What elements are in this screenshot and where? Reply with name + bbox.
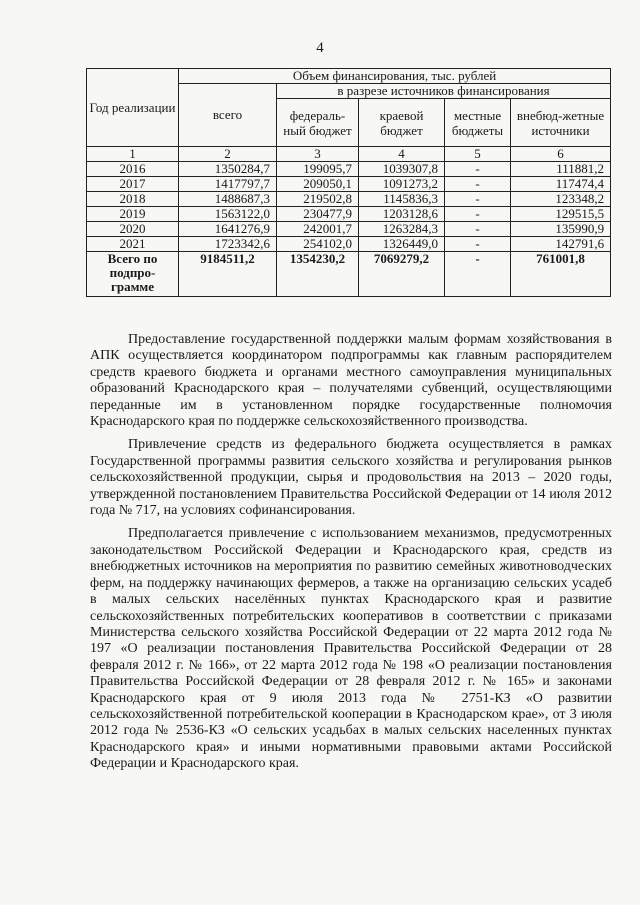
year-cell: 2018 [87,192,179,207]
column-number-row [87,147,611,162]
table-row [87,222,611,237]
extra-cell: 142791,6 [511,237,611,252]
col-number: 1 [87,147,179,162]
total-label: Всего по подпро-грамме [87,252,179,297]
total-cell: 1488687,3 [179,192,277,207]
regional-cell: 1145836,3 [359,192,445,207]
year-cell: 2020 [87,222,179,237]
local-cell: - [445,237,511,252]
header-funding-title: Объем финансирования, тыс. рублей [179,69,611,84]
col-number: 3 [277,147,359,162]
extra-cell: 129515,5 [511,207,611,222]
regional-total-cell: 7069279,2 [359,252,445,297]
header-year: Год реализации [87,69,179,147]
federal-cell: 242001,7 [277,222,359,237]
year-cell: 2016 [87,162,179,177]
col-number: 2 [179,147,277,162]
federal-cell: 254102,0 [277,237,359,252]
paragraph: Предоставление государственной поддержки малым формам хозяйствования в АПК осуществляется координатором подпрограммы как главным распорядителем средств краевого бюджета и органами местного самоуправления муниципальных образований Краснодарского края – получателями субвенций, осуществляющими переданные им в установленном порядке государственные полномочия Краснодарского края по поддержке сельскохозяйственного производства. [90,332,612,430]
regional-cell: 1203128,6 [359,207,445,222]
header-extrabudget: внебюд-жетные источники [511,99,611,147]
table-row [87,207,611,222]
total-cell: 1723342,6 [179,237,277,252]
header-regional: краевой бюджет [359,99,445,147]
extra-total-cell: 761001,8 [511,252,611,297]
federal-cell: 209050,1 [277,177,359,192]
local-cell: - [445,177,511,192]
total-cell: 1417797,7 [179,177,277,192]
table-row [87,177,611,192]
header-by-source: в разрезе источников финансирования [277,84,611,99]
local-cell: - [445,222,511,237]
year-cell: 2019 [87,207,179,222]
col-number: 4 [359,147,445,162]
total-cell: 1350284,7 [179,162,277,177]
year-cell: 2017 [87,177,179,192]
regional-cell: 1326449,0 [359,237,445,252]
extra-cell: 111881,2 [511,162,611,177]
col-number: 6 [511,147,611,162]
local-cell: - [445,207,511,222]
header-row-1 [87,69,611,84]
page-number: 4 [316,40,324,56]
col-number: 5 [445,147,511,162]
table-row [87,237,611,252]
regional-cell: 1091273,2 [359,177,445,192]
paragraph: Привлечение средств из федерального бюджета осуществляется в рамках Государственной программы развития сельского хозяйства и регулирования рынков сельскохозяйственной продукции, сырья и продовольствия на 2013 – 2020 годы, утвержденной постановлением Правительства Российской Федерации от 14 июля 2012 года № 717, на условиях софинансирования. [90,437,612,519]
extra-cell: 117474,4 [511,177,611,192]
federal-cell: 219502,8 [277,192,359,207]
header-federal: федераль-ный бюджет [277,99,359,147]
table-row [87,192,611,207]
local-total-cell: - [445,252,511,297]
federal-cell: 230477,9 [277,207,359,222]
grand-total-cell: 9184511,2 [179,252,277,297]
body-text [90,332,612,780]
table-row [87,162,611,177]
extra-cell: 123348,2 [511,192,611,207]
local-cell: - [445,162,511,177]
funding-table [86,68,611,297]
header-local: местные бюджеты [445,99,511,147]
federal-total-cell: 1354230,2 [277,252,359,297]
total-cell: 1563122,0 [179,207,277,222]
federal-cell: 199095,7 [277,162,359,177]
header-total: всего [179,84,277,147]
local-cell: - [445,192,511,207]
regional-cell: 1263284,3 [359,222,445,237]
total-row [87,252,611,297]
year-cell: 2021 [87,237,179,252]
total-cell: 1641276,9 [179,222,277,237]
regional-cell: 1039307,8 [359,162,445,177]
extra-cell: 135990,9 [511,222,611,237]
paragraph: Предполагается привлечение с использованием механизмов, предусмотренных законодательством Российской Федерации и Краснодарского края, средств из внебюджетных источников на мероприятия по развитию семейных животноводческих ферм, на поддержку начинающих фермеров, а также на организацию сельских усадеб в малых сельских населённых пунктах Краснодарского края и развитие сельскохозяйственных потребительских кооперативов в соответствии с приказами Министерства сельского хозяйства Российской Федерации от 22 марта 2012 года № 197 «О реализации постановления Правительства Российской Федерации от 28 февраля 2012 г. № 166», от 22 марта 2012 года № 198 «О реализации постановления Правительства Российской Федерации от 28 февраля 2012 г. № 165» и законами Краснодарского края от 9 июля 2013 года № 2751-КЗ «О развитии сельскохозяйственной потребительской кооперации в Краснодарском крае», от 3 июля 2012 года № 2536-КЗ «О сельских усадьбах в малых сельских населенных пунктах Краснодарского края» и иными нормативными правовыми актами Российской Федерации и Краснодарского края. [90,526,612,772]
